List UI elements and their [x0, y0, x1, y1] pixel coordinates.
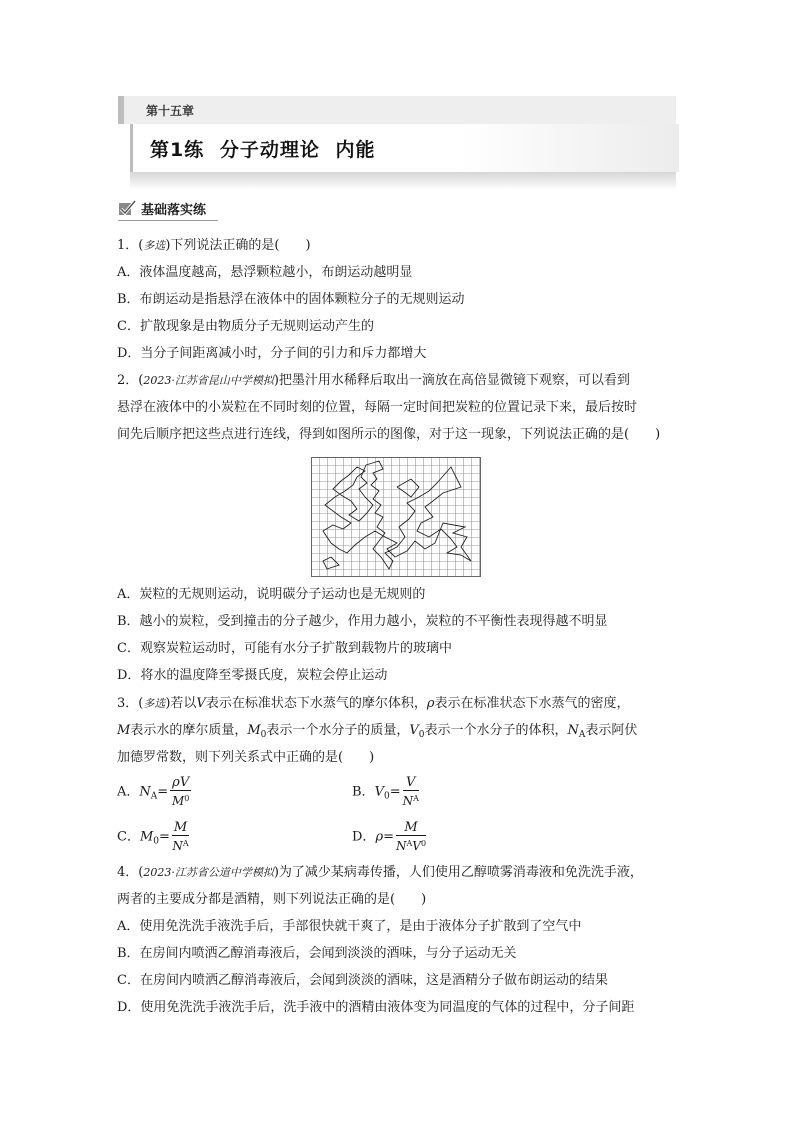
chapter-label: 第十五章: [146, 104, 195, 118]
section-label: 基础落实练: [141, 203, 207, 218]
q4-option-a: A．使用免洗洗手液洗手后，手部很快就干爽了，是由于液体分子扩散到了空气中: [117, 919, 582, 934]
chapter-banner: [118, 96, 676, 124]
q3-stem-line2: M表示水的摩尔质量，$M_0$表示一个水分子的质量，$V_0$表示一个水分子的体积，$N_A$表示阿伏: [117, 723, 638, 740]
q2-option-c: C．观察炭粒运动时，可能有水分子扩散到载物片的玻璃中: [117, 641, 452, 656]
q3-option-b: B．$V_0=$ $\frac{V}{N^A}$: [352, 775, 419, 808]
q3-option-c: C．$M_0=$ $\frac{M}{N^A}$: [117, 820, 189, 853]
fraction: $\frac{\rho V}{M^0}$: [171, 775, 190, 808]
q1-stem: 1．(多选)下列说法正确的是( ): [117, 238, 311, 253]
fraction: $\frac{M}{N^A}$: [172, 820, 189, 853]
brownian-motion-figure: [311, 457, 481, 577]
q4-stem-line1: 4．(2023·江苏省公道中学模拟)为了减少某病毒传播，人们使用乙醇喷雾消毒液和免洗洗手液，: [117, 865, 643, 880]
q4-option-d: D．使用免洗洗手液洗手后，洗手液中的酒精由液体变为同温度的气体的过程中，分子间距: [117, 1000, 635, 1015]
chapter-header: [118, 96, 676, 190]
q2-option-d: D．将水的温度降至零摄氏度，炭粒会停止运动: [117, 668, 388, 683]
q2-option-b: B．越小的炭粒，受到撞击的分子越少，作用力越小，炭粒的不平衡性表现得越不明显: [117, 614, 608, 629]
q3-stem-line3: 加德罗常数，则下列关系式中正确的是( ): [117, 750, 375, 765]
q1-option-b: B．布朗运动是指悬浮在液体中的固体颗粒分子的无规则运动: [117, 292, 465, 307]
fraction: $\frac{M}{N^AV^0}$: [396, 820, 427, 853]
q2-stem-line1: 2．(2023·江苏省昆山中学模拟)把墨汁用水稀释后取出一滴放在高倍显微镜下观察，可以看到: [117, 373, 630, 388]
checkbox-icon: [118, 200, 136, 216]
q2-option-a: A．炭粒的无规则运动，说明碳分子运动也是无规则的: [117, 587, 426, 602]
q3-option-d: D．ρ= $\frac{M}{N^AV^0}$: [352, 820, 427, 853]
q4-option-c: C．在房间内喷洒乙醇消毒液后，会闻到淡淡的酒味，这是酒精分子做布朗运动的结果: [117, 973, 608, 988]
banner-accent: [118, 96, 124, 124]
q1-option-d: D．当分子间距离减小时，分子间的引力和斥力都增大: [117, 346, 427, 361]
fraction: $\frac{V}{N^A}$: [402, 775, 419, 808]
q4-option-b: B．在房间内喷洒乙醇消毒液后，会闻到淡淡的酒味，与分子运动无关: [117, 946, 517, 961]
title-shadow: [130, 172, 676, 190]
section-underline: [118, 220, 218, 221]
q4-stem-line2: 两者的主要成分都是酒精，则下列说法正确的是( ): [117, 892, 427, 907]
q3-option-a: A．$N_A=$ $\frac{\rho V}{M^0}$: [117, 775, 190, 808]
q1-option-a: A．液体温度越高，悬浮颗粒越小，布朗运动越明显: [117, 265, 413, 280]
particle-path: [323, 461, 471, 569]
title-banner: [130, 124, 679, 172]
q2-stem-line2: 悬浮在液体中的小炭粒在不同时刻的位置，每隔一定时间把炭粒的位置记录下来，最后按时: [117, 400, 638, 415]
q3-stem-line1: 3．(多选)若以V表示在标准状态下水蒸气的摩尔体积，ρ表示在标准状态下水蒸气的密度，: [117, 696, 630, 711]
q2-stem-line3: 间先后顺序把这些点进行连线，得到如图所示的图像，对于这一现象，下列说法正确的是( ): [117, 427, 661, 442]
q1-option-c: C．扩散现象是由物质分子无规则运动产生的: [117, 319, 374, 334]
page-title: 第1练 分子动理论 内能: [150, 139, 376, 161]
